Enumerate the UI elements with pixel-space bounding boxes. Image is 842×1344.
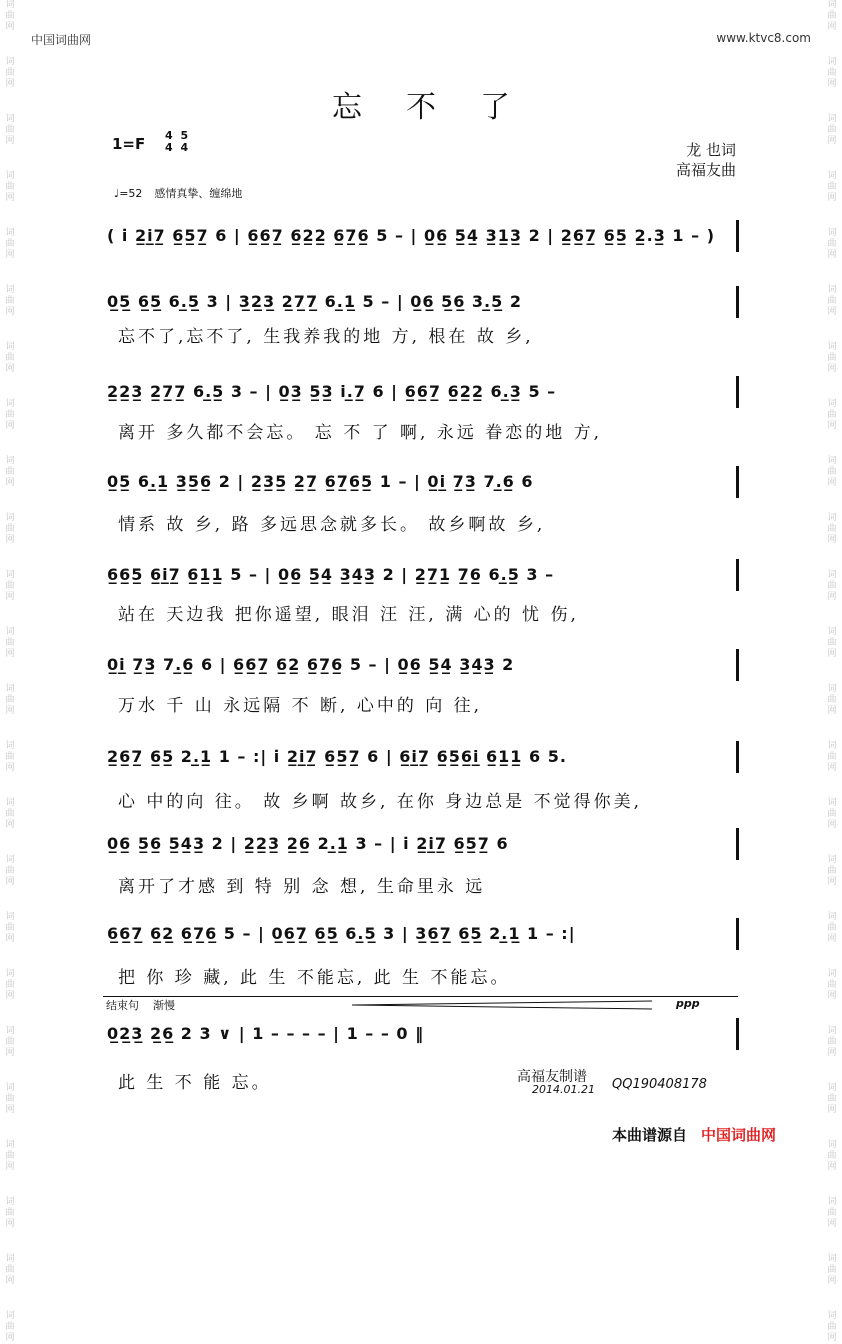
note-line: 0̲6̲ 5̲6̲ 5̲4̲3̲ 2 | 2̲2̲3̲ 2̲6̲ 2.̲1̲ 3 – | i̇ 2̲i̲7̲ 6̲5̲7̲ 6 — [107, 834, 509, 853]
watermark-text: 词 曲 网 — [827, 1311, 837, 1343]
source-label: 本曲谱源自 — [612, 1126, 688, 1144]
watermark-text: 词 曲 网 — [827, 1140, 837, 1172]
watermark-text: 词 曲 网 — [5, 570, 15, 602]
watermark-text: 词 曲 网 — [5, 684, 15, 716]
watermark-text: 词 曲 网 — [5, 342, 15, 374]
time-signature: 4 4 5 4 — [165, 129, 189, 154]
watermark-text: 词 曲 网 — [827, 855, 837, 887]
score-row — [103, 376, 738, 410]
composer-credit: 高福友曲 — [675, 161, 736, 179]
lyric-line: 离开了才感 到 特 别 念 想, 生命里永 远 — [118, 877, 486, 897]
score-row — [103, 286, 738, 320]
watermark-text: 词 曲 网 — [5, 1254, 15, 1286]
watermark-text: 词 曲 网 — [827, 684, 837, 716]
watermark-text: 词 曲 网 — [827, 57, 837, 89]
lyric-line: 把 你 珍 藏, 此 生 不能忘, 此 生 不能忘。 — [118, 968, 511, 988]
score-row — [103, 741, 738, 775]
note-line: 6̲6̲7̲ 6̲2̲ 6̲7̲6̲ 5 – | 0̲6̲7̲ 6̲5̲ 6.̲5̲ 3 | 3̲6̲7̲ 6̲5̲ 2.̲1̲ 1 – :| — [107, 924, 576, 943]
watermark-text: 词 曲 网 — [5, 1026, 15, 1058]
tempo-marking — [114, 185, 242, 201]
score-row — [103, 1018, 738, 1052]
watermark-text: 词 曲 网 — [827, 570, 837, 602]
arranger-credit: 高福友制谱 — [517, 1069, 587, 1085]
watermark-text: 词 曲 网 — [827, 1026, 837, 1058]
watermark-text: 词 曲 网 — [5, 228, 15, 260]
barline — [736, 649, 739, 681]
watermark-text: 词 曲 网 — [5, 741, 15, 773]
barline — [736, 918, 739, 950]
score-row — [103, 559, 738, 593]
watermark-text: 词 曲 网 — [5, 1140, 15, 1172]
watermark-strip-left — [2, 0, 18, 1343]
note-line: 0̲i̲ 7̲3̲ 7.̲6̲ 6 | 6̲6̲7̲ 6̲2̲ 6̲7̲6̲ 5 – | 0̲6̲ 5̲4̲ 3̲4̲3̲ 2 — [107, 655, 515, 674]
watermark-text: 词 曲 网 — [5, 285, 15, 317]
watermark-text: 词 曲 网 — [5, 798, 15, 830]
watermark-text: 词 曲 网 — [827, 0, 837, 32]
watermark-strip-right — [824, 0, 840, 1343]
watermark-text: 词 曲 网 — [827, 912, 837, 944]
lyric-line: 忘不了,忘不了, 生我养我的地 方, 根在 故 乡, — [118, 327, 534, 347]
watermark-text: 词 曲 网 — [5, 0, 15, 32]
watermark-text: 词 曲 网 — [827, 114, 837, 146]
decrescendo-mark — [352, 1000, 652, 1010]
song-title: 忘不了 — [332, 90, 554, 125]
watermark-text: 词 曲 网 — [827, 969, 837, 1001]
contact-qq: QQ190408178 — [612, 1077, 707, 1092]
watermark-text: 词 曲 网 — [827, 399, 837, 431]
barline — [736, 828, 739, 860]
watermark-text: 词 曲 网 — [5, 114, 15, 146]
barline — [736, 741, 739, 773]
lyric-line: 万水 千 山 永远隔 不 断, 心中的 向 往, — [118, 696, 483, 716]
lyric-line: 情系 故 乡, 路 多远思念就多长。 故乡啊故 乡, — [118, 515, 546, 535]
barline — [736, 1018, 739, 1050]
watermark-text: 词 曲 网 — [827, 456, 837, 488]
note-line: 0̲2̲3̲ 2̲6̲ 2 3 ∨ | 1 – – – – | 1 – – 0 ‖ — [107, 1024, 425, 1043]
tempo-value: ♩=52 — [114, 187, 143, 200]
watermark-text: 词 曲 网 — [5, 171, 15, 203]
watermark-text: 词 曲 网 — [827, 342, 837, 374]
score-row — [103, 220, 738, 254]
barline — [736, 286, 739, 318]
arrangement-date: 2014.01.21 — [532, 1083, 595, 1096]
watermark-text: 词 曲 网 — [5, 513, 15, 545]
key-signature: 1=F — [112, 135, 146, 153]
score-row — [103, 918, 738, 952]
watermark-text: 词 曲 网 — [827, 513, 837, 545]
site-url: www.ktvc8.com — [716, 31, 811, 45]
barline — [736, 376, 739, 408]
lyric-line: 离开 多久都不会忘。 忘 不 了 啊, 永远 眷恋的地 方, — [118, 423, 603, 443]
note-line: 2̲2̲3̲ 2̲7̲7̲ 6.̲5̲ 3 – | 0̲3̲ 5̲3̲ i.̲7̲ 6 | 6̲6̲7̲ 6̲2̲2̲ 6.̲3̲ 5 – — [107, 382, 557, 401]
barline — [736, 220, 739, 252]
watermark-text: 词 曲 网 — [827, 228, 837, 260]
dynamic-ppp: ppp — [676, 997, 700, 1010]
ending-tempo: 渐慢 — [153, 999, 175, 1012]
site-name: 中国词曲网 — [31, 33, 92, 47]
lyricist-credit: 龙 也词 — [686, 141, 736, 159]
score-row — [103, 466, 738, 500]
watermark-text: 词 曲 网 — [827, 1254, 837, 1286]
watermark-text: 词 曲 网 — [827, 1197, 837, 1229]
watermark-text: 词 曲 网 — [827, 627, 837, 659]
score-row — [103, 649, 738, 683]
watermark-text: 词 曲 网 — [5, 1197, 15, 1229]
watermark-text: 词 曲 网 — [5, 627, 15, 659]
source-attribution — [612, 1124, 776, 1145]
lyric-line: 此 生 不 能 忘。 — [118, 1073, 272, 1093]
watermark-text: 词 曲 网 — [827, 285, 837, 317]
note-line: 0̲5̲ 6.̲1̲ 3̲5̲6̲ 2 | 2̲3̲5̲ 2̲7̲ 6̲7̲6̲5̲ 1 – | 0̲i̲ 7̲3̲ 7.̲6̲ 6 — [107, 472, 534, 491]
watermark-text: 词 曲 网 — [827, 741, 837, 773]
watermark-text: 词 曲 网 — [827, 798, 837, 830]
lyric-line: 心 中的向 往。 故 乡啊 故乡, 在你 身边总是 不觉得你美, — [118, 792, 643, 812]
watermark-text: 词 曲 网 — [827, 1083, 837, 1115]
note-line: 6̲6̲5̲ 6̲i̲7̲ 6̲1̲1̲ 5 – | 0̲6̲ 5̲4̲ 3̲4̲3̲ 2 | 2̲7̲1̲ 7̲6̲ 6.̲5̲ 3 – — [107, 565, 555, 584]
watermark-text: 词 曲 网 — [5, 1311, 15, 1343]
watermark-text: 词 曲 网 — [827, 171, 837, 203]
score-row — [103, 828, 738, 862]
ending-label — [106, 997, 175, 1013]
watermark-text: 词 曲 网 — [5, 57, 15, 89]
expression-marking: 感情真挚、缠绵地 — [154, 187, 243, 200]
barline — [736, 466, 739, 498]
ending-bracket — [103, 996, 738, 997]
barline — [736, 559, 739, 591]
note-line: 2̲6̲7̲ 6̲5̲ 2.̲1̲ 1 – :| i̇ 2̲i̲7̲ 6̲5̲7̲ 6 | 6̲i̲7̲ 6̲5̲6̲i̲ 6̲1̲1̲ 6 5. — [107, 747, 567, 766]
watermark-text: 词 曲 网 — [5, 1083, 15, 1115]
watermark-text: 词 曲 网 — [5, 969, 15, 1001]
note-line: 0̲5̲ 6̲5̲ 6.̲5̲ 3 | 3̲2̲3̲ 2̲7̲7̲ 6.̲1̲ 5 – | 0̲6̲ 5̲6̲ 3.̲5̲ 2 — [107, 292, 522, 311]
note-line: ( i̇ 2̲i̲7̲ 6̲5̲7̲ 6 | 6̲6̲7̲ 6̲2̲2̲ 6̲7̲6̲ 5 – | 0̲6̲ 5̲4̲ 3̲1̲3̲ 2 | 2̲6̲7̲ 6̲5̲ 2̲.3̲ 1 – ) — [107, 226, 715, 245]
lyric-line: 站在 天边我 把你遥望, 眼泪 汪 汪, 满 心的 忧 伤, — [118, 605, 579, 625]
ending-phrase-label: 结束句 — [106, 999, 139, 1012]
watermark-text: 词 曲 网 — [5, 855, 15, 887]
source-brand: 中国词曲网 — [701, 1126, 777, 1144]
watermark-text: 词 曲 网 — [5, 912, 15, 944]
watermark-text: 词 曲 网 — [5, 399, 15, 431]
watermark-text: 词 曲 网 — [5, 456, 15, 488]
